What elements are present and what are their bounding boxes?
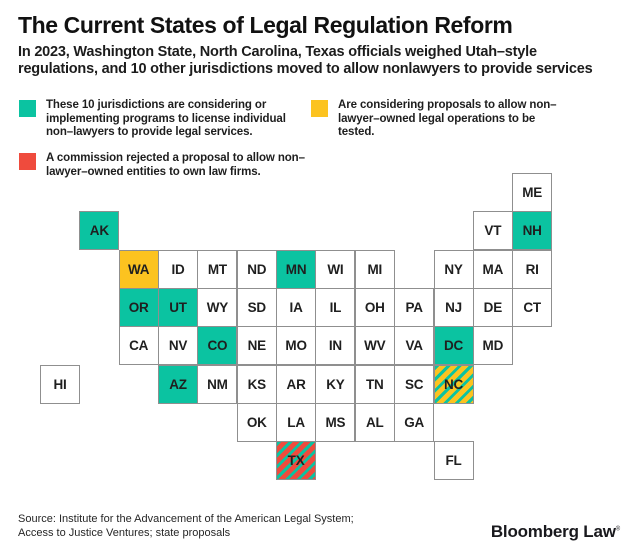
state-tile-oh: [355, 288, 395, 327]
state-tile-ga: [394, 403, 434, 442]
state-tile-al: [355, 403, 395, 442]
source-note: [18, 512, 354, 540]
state-tile-ky: [315, 365, 355, 404]
state-tile-ms: [315, 403, 355, 442]
state-label: TN: [365, 376, 384, 392]
state-label: WY: [206, 300, 229, 316]
state-tile-de: [473, 288, 513, 327]
state-label: LA: [287, 415, 305, 431]
state-tile-vt: [473, 211, 513, 250]
legend-swatch-teal: [19, 100, 36, 117]
state-tile-ne: [237, 326, 277, 365]
state-tile-sd: [237, 288, 277, 327]
state-tile-mn: [276, 250, 316, 289]
state-label: IN: [328, 338, 342, 354]
state-tile-wi: [315, 250, 355, 289]
state-label: KS: [247, 376, 266, 392]
state-label: DE: [483, 300, 503, 316]
state-tile-nc: [434, 365, 474, 404]
state-tile-ny: [434, 250, 474, 289]
state-label: HI: [53, 376, 67, 392]
state-label: AL: [365, 415, 384, 431]
state-tile-me: [512, 173, 552, 212]
state-label: AZ: [169, 376, 187, 392]
state-tile-id: [158, 250, 198, 289]
state-tile-ar: [276, 365, 316, 404]
state-tile-az: [158, 365, 198, 404]
state-label: SD: [247, 300, 266, 316]
state-tile-dc: [434, 326, 474, 365]
state-label: CO: [207, 338, 228, 354]
state-tile-il: [315, 288, 355, 327]
state-tile-wy: [197, 288, 237, 327]
state-label: VA: [405, 338, 423, 354]
state-label: OK: [246, 415, 267, 431]
page-title: The Current States of Legal Regulation Reform: [18, 12, 513, 38]
state-label: NM: [207, 376, 228, 392]
state-label: IA: [289, 300, 303, 316]
state-label: AR: [286, 376, 306, 392]
state-tile-md: [473, 326, 513, 365]
state-label: TX: [287, 453, 305, 469]
state-tile-ut: [158, 288, 198, 327]
state-label: FL: [445, 453, 462, 469]
state-label: IL: [329, 300, 342, 316]
state-label: MI: [367, 261, 383, 277]
legend-swatch-yellow: [311, 100, 328, 117]
brand-text: Bloomberg Law: [490, 522, 616, 541]
state-label: OR: [128, 300, 149, 316]
state-tile-tn: [355, 365, 395, 404]
state-label: MS: [325, 415, 346, 431]
state-label: RI: [525, 261, 539, 277]
page-subtitle: [18, 44, 592, 77]
state-label: NY: [444, 261, 463, 277]
state-label: NE: [247, 338, 266, 354]
state-label: CT: [523, 300, 541, 316]
state-tile-ca: [119, 326, 159, 365]
state-tile-ct: [512, 288, 552, 327]
state-tile-tx: [276, 441, 316, 480]
state-tile-co: [197, 326, 237, 365]
state-label: WV: [364, 338, 386, 354]
state-tile-ak: [79, 211, 119, 250]
state-label: NJ: [445, 300, 462, 316]
state-label: MA: [482, 261, 504, 277]
state-tile-ks: [237, 365, 277, 404]
state-label: UT: [169, 300, 187, 316]
state-tile-nh: [512, 211, 552, 250]
state-label: WA: [128, 261, 150, 277]
source-line-1: Source: Institute for the Advancement of the American Legal System;: [18, 513, 354, 525]
legend-text: A commission rejected a proposal to allow non–lawyer–owned entities to own law firms.: [46, 152, 305, 178]
state-tile-nd: [237, 250, 277, 289]
state-tile-or: [119, 288, 159, 327]
state-label: AK: [89, 223, 109, 239]
registered-mark: ®: [615, 526, 620, 533]
state-label: CA: [129, 338, 149, 354]
brand-logo: [491, 522, 620, 542]
state-label: WI: [327, 261, 344, 277]
state-label: PA: [405, 300, 423, 316]
state-label: ND: [247, 261, 267, 277]
state-tile-wv: [355, 326, 395, 365]
state-tile-nv: [158, 326, 198, 365]
state-tile-hi: [40, 365, 80, 404]
source-line-2: Access to Justice Ventures; state proposals: [18, 527, 231, 539]
state-tile-ia: [276, 288, 316, 327]
state-label: SC: [404, 376, 424, 392]
state-tile-wa: [119, 250, 159, 289]
state-label: NH: [522, 223, 542, 239]
state-label: GA: [404, 415, 425, 431]
state-label: MD: [482, 338, 504, 354]
state-tile-pa: [394, 288, 434, 327]
state-label: OH: [364, 300, 385, 316]
state-label: MN: [285, 261, 307, 277]
tile-map: [40, 173, 552, 481]
state-tile-mo: [276, 326, 316, 365]
state-tile-mi: [355, 250, 395, 289]
state-label: MT: [207, 261, 227, 277]
state-label: DC: [443, 338, 464, 354]
legend-swatch-red: [19, 153, 36, 170]
subtitle-line-2: regulations, and 10 other jurisdictions moved to allow nonlawyers to provide services: [18, 60, 593, 77]
state-label: MO: [285, 338, 307, 354]
state-label: NC: [443, 376, 464, 392]
state-tile-ok: [237, 403, 277, 442]
state-label: VT: [484, 223, 502, 239]
state-tile-in: [315, 326, 355, 365]
state-label: NV: [168, 338, 188, 354]
state-tile-sc: [394, 365, 434, 404]
state-tile-ma: [473, 250, 513, 289]
state-tile-nj: [434, 288, 474, 327]
state-tile-la: [276, 403, 316, 442]
state-tile-nm: [197, 365, 237, 404]
subtitle-line-1: In 2023, Washington State, North Carolina, Texas officials weighed Utah–style: [18, 44, 537, 60]
state-tile-fl: [434, 441, 474, 480]
legend-text: Are considering proposals to allow non–lawyer–owned legal operations to be tested.: [338, 99, 557, 138]
state-tile-ri: [512, 250, 552, 289]
state-tile-mt: [197, 250, 237, 289]
legend-text: These 10 jurisdictions are considering or implementing programs to license individual non–lawyers to provide legal services.: [46, 99, 286, 138]
state-tile-va: [394, 326, 434, 365]
state-label: ME: [522, 185, 543, 200]
state-label: ID: [171, 261, 185, 277]
state-label: KY: [326, 376, 345, 392]
